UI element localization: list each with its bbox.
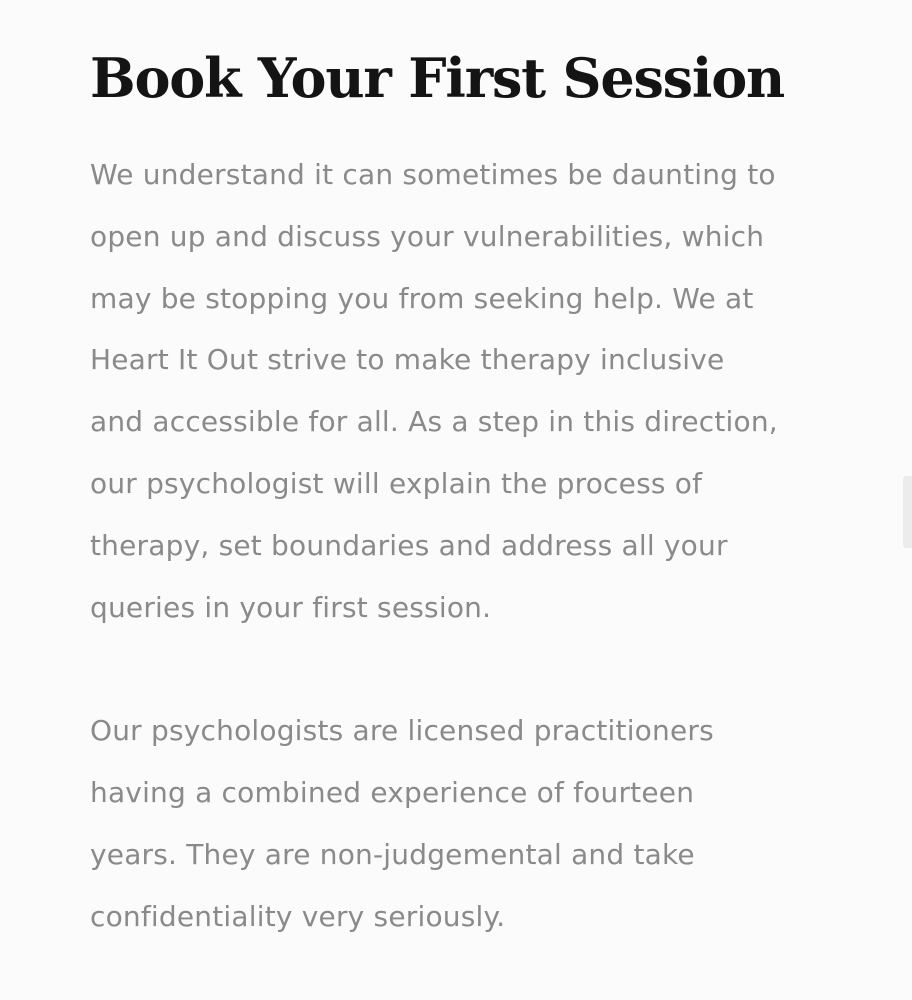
paragraph-line: and accessible for all. As a step in this direction, bbox=[90, 405, 778, 439]
scrollbar-thumb[interactable] bbox=[903, 476, 912, 548]
paragraph-line: having a combined experience of fourteen bbox=[90, 775, 695, 809]
paragraph-line: queries in your first session. bbox=[90, 590, 492, 624]
intro-paragraph bbox=[90, 144, 830, 638]
paragraph-line: confidentiality very seriously. bbox=[90, 899, 506, 933]
paragraph-line: therapy, set boundaries and address all your bbox=[90, 528, 728, 562]
paragraph-line: may be stopping you from seeking help. We at bbox=[90, 281, 754, 315]
paragraph-line: Our psychologists are licensed practitioners bbox=[90, 714, 714, 748]
credentials-paragraph bbox=[90, 700, 830, 947]
page-title: Book Your First Session bbox=[90, 46, 785, 110]
paragraph-line: years. They are non-judgemental and take bbox=[90, 837, 695, 871]
book-session-section bbox=[90, 42, 830, 947]
paragraph-line: open up and discuss your vulnerabilities, which bbox=[90, 219, 765, 253]
paragraph-line: our psychologist will explain the process of bbox=[90, 466, 703, 500]
paragraph-line: We understand it can sometimes be daunting to bbox=[90, 158, 776, 191]
paragraph-line: Heart It Out strive to make therapy inclusive bbox=[90, 343, 725, 377]
